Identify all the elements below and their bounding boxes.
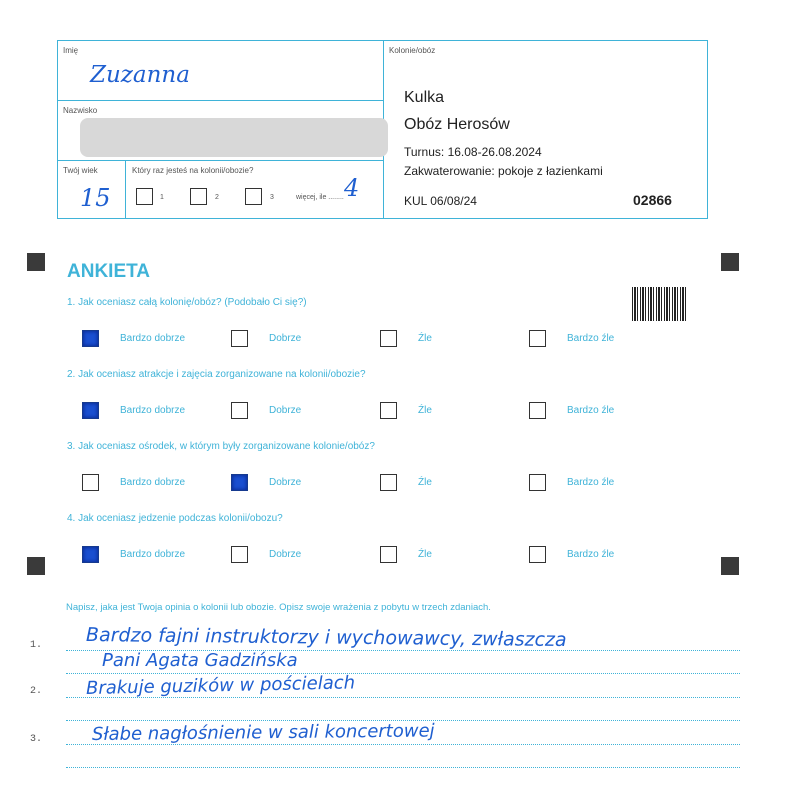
q4-option-label: Bardzo źle	[567, 549, 615, 560]
survey-title: ANKIETA	[67, 261, 151, 282]
writing-line	[66, 673, 740, 674]
age-divider	[125, 160, 126, 219]
q3-option-label: Źle	[418, 477, 432, 488]
opinion-line-2[interactable]: Brakuje guzików w pościelach	[85, 672, 356, 699]
times-label: Który raz jesteś na kolonii/obozie?	[132, 166, 254, 175]
q4-option-bardzo-zle-checkbox[interactable]	[529, 546, 546, 563]
opinion-line-1b[interactable]: Pani Agata Gadzińska	[102, 650, 298, 671]
question-text: 1. Jak oceniasz całą kolonię/obóz? (Podobało Ci się?)	[67, 297, 307, 308]
q1-option-zle-checkbox[interactable]	[380, 330, 397, 347]
times-checkbox-2[interactable]	[190, 188, 207, 205]
q3-option-label: Bardzo dobrze	[120, 477, 186, 488]
q1-option-bardzo-dobrze-checkbox[interactable]	[82, 330, 99, 347]
q3-option-bardzo-zle-checkbox[interactable]	[529, 474, 546, 491]
times-more-label: więcej, ile ........	[296, 194, 344, 201]
barcode	[632, 287, 686, 321]
name-label: Imię	[63, 46, 79, 55]
times-checkbox-3[interactable]	[245, 188, 262, 205]
name-value[interactable]: Zuzanna	[90, 62, 190, 88]
opinion-number-2: 2.	[30, 686, 43, 697]
question-text: 3. Jak oceniasz ośrodek, w którym były zorganizowane kolonie/obóz?	[67, 441, 375, 452]
opinion-prompt: Napisz, jaka jest Twoja opinia o kolonii lub obozie. Opisz swoje wrażenia z pobytu w trzech zdaniach.	[66, 602, 491, 613]
times-option-3: 3	[270, 194, 274, 201]
surname-redacted	[80, 118, 388, 157]
q2-option-label: Dobrze	[269, 405, 302, 416]
q1-option-label: Dobrze	[269, 333, 302, 344]
writing-line	[66, 767, 740, 768]
times-option-2: 2	[215, 194, 219, 201]
camp-name: Kulka	[404, 89, 445, 106]
q1-option-bardzo-zle-checkbox[interactable]	[529, 330, 546, 347]
registration-marker-top-right	[721, 253, 739, 271]
times-option-1: 1	[160, 194, 164, 201]
opinion-number-1: 1.	[30, 640, 43, 651]
camp-title: Obóz Herosów	[404, 116, 510, 133]
q2-option-zle-checkbox[interactable]	[380, 402, 397, 419]
q2-option-label: Bardzo dobrze	[120, 405, 186, 416]
q1-option-dobrze-checkbox[interactable]	[231, 330, 248, 347]
q3-option-dobrze-checkbox[interactable]	[231, 474, 248, 491]
q4-option-zle-checkbox[interactable]	[380, 546, 397, 563]
opinion-number-3: 3.	[30, 734, 43, 745]
q3-option-label: Bardzo źle	[567, 477, 615, 488]
q2-option-bardzo-dobrze-checkbox[interactable]	[82, 402, 99, 419]
question-text: 2. Jak oceniasz atrakcje i zajęcia zorganizowane na kolonii/obozie?	[67, 369, 366, 380]
q1-option-label: Bardzo źle	[567, 333, 615, 344]
surname-divider	[57, 160, 384, 161]
q2-option-label: Bardzo źle	[567, 405, 615, 416]
name-divider	[57, 100, 384, 101]
q4-option-label: Dobrze	[269, 549, 302, 560]
q4-option-dobrze-checkbox[interactable]	[231, 546, 248, 563]
registration-marker-top-left	[27, 253, 45, 271]
q1-option-label: Bardzo dobrze	[120, 333, 186, 344]
q2-option-label: Źle	[418, 405, 432, 416]
question-text: 4. Jak oceniasz jedzenie podczas kolonii/obozu?	[67, 513, 283, 524]
form-number: 02866	[633, 192, 672, 208]
q3-option-bardzo-dobrze-checkbox[interactable]	[82, 474, 99, 491]
q3-option-label: Dobrze	[269, 477, 302, 488]
q2-option-dobrze-checkbox[interactable]	[231, 402, 248, 419]
q3-option-zle-checkbox[interactable]	[380, 474, 397, 491]
opinion-line-1[interactable]: Bardzo fajni instruktorzy i wychowawcy, zwłaszcza	[85, 624, 567, 652]
q4-option-label: Bardzo dobrze	[120, 549, 186, 560]
age-label: Twój wiek	[63, 166, 98, 175]
q2-option-bardzo-zle-checkbox[interactable]	[529, 402, 546, 419]
opinion-line-3[interactable]: Słabe nagłośnienie w sali koncertowej	[91, 720, 435, 745]
surname-label: Nazwisko	[63, 106, 98, 115]
times-checkbox-1[interactable]	[136, 188, 153, 205]
camp-label: Kolonie/obóz	[389, 46, 436, 55]
accommodation: Zakwaterowanie: pokoje z łazienkami	[404, 164, 603, 178]
camp-code: KUL 06/08/24	[404, 194, 477, 208]
registration-marker-bottom-left	[27, 557, 45, 575]
q4-option-bardzo-dobrze-checkbox[interactable]	[82, 546, 99, 563]
q4-option-label: Źle	[418, 549, 432, 560]
q1-option-label: Źle	[418, 333, 432, 344]
turnus: Turnus: 16.08-26.08.2024	[404, 145, 542, 159]
registration-marker-bottom-right	[721, 557, 739, 575]
age-value[interactable]: 15	[80, 184, 111, 212]
times-more-value[interactable]: 4	[344, 174, 360, 202]
